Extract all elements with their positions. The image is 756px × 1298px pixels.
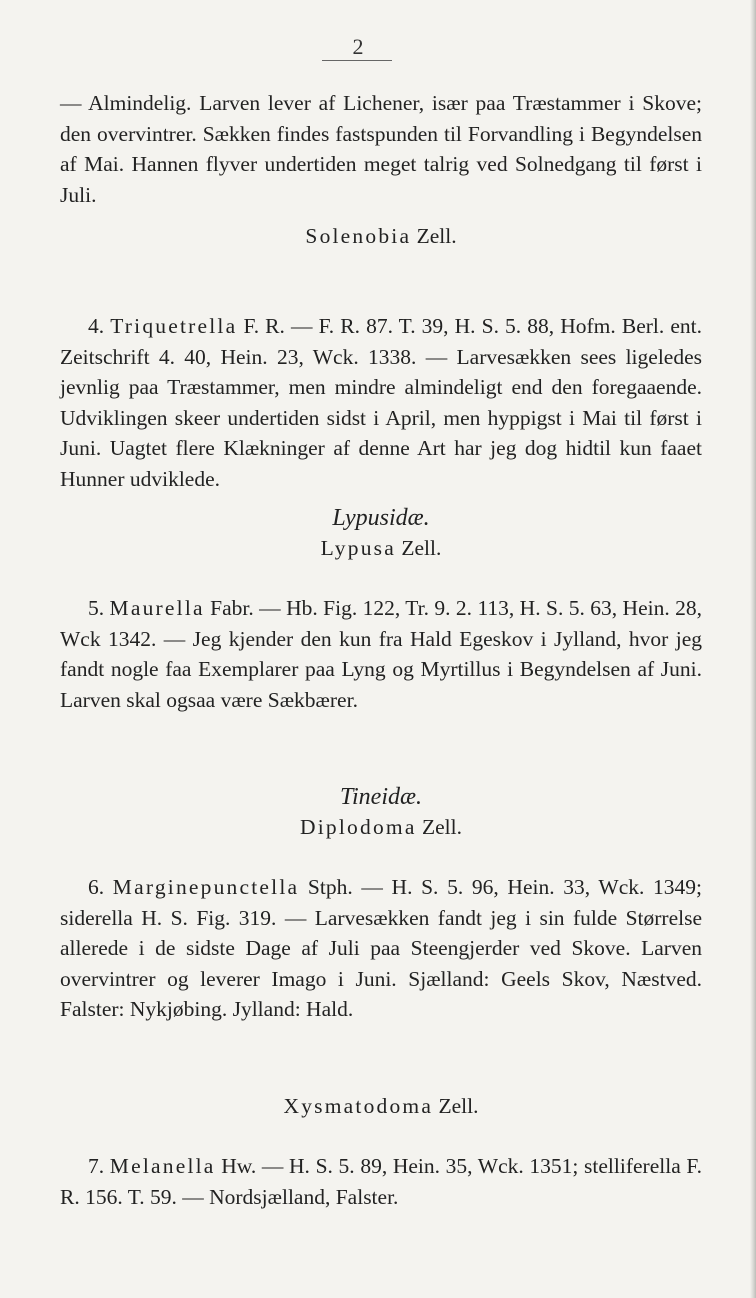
species-text: Hw. — H. S. 5. 89, Hein. 35, Wck. 1351; stelliferella F. R. 156. T. 59. — Nordsjælland, Falster.	[60, 1154, 702, 1209]
genus-heading-solenobia	[60, 221, 702, 251]
genus-author: Zell.	[411, 224, 457, 248]
species-name: Triquetrella	[110, 314, 238, 338]
genus-heading-diplodoma	[60, 812, 702, 842]
genus-author: Zell.	[433, 1094, 479, 1118]
species-name: Marginepunctella	[112, 875, 300, 899]
species-number: 5.	[88, 596, 105, 620]
genus-name: Xysmatodoma	[283, 1094, 434, 1118]
species-entry-6	[60, 872, 702, 1025]
genus-heading-lypusa	[60, 533, 702, 563]
species-entry-7	[60, 1151, 702, 1212]
page-edge-shadow	[750, 0, 756, 1298]
family-heading-lypusidae: Lypusidæ.	[332, 505, 430, 531]
family-heading-tineidae: Tineidæ.	[339, 784, 423, 810]
species-number: 6.	[88, 875, 105, 899]
species-text: Fabr. — Hb. Fig. 122, Tr. 9. 2. 113, H. S. 5. 63, Hein. 28, Wck 1342. — Jeg kjender den kun fra Hald Egeskov i Jylland, hvor jeg fandt nogle faa Exemplarer paa Lyng og Myrtillus i Begyndelsen af Juni. Larven skal ogsaa være Sækbærer.	[60, 596, 703, 712]
species-entry-5	[60, 593, 702, 715]
genus-author: Zell.	[395, 536, 442, 560]
page-number-underline	[322, 60, 392, 61]
species-number: 4.	[88, 314, 105, 338]
genus-name: Diplodoma	[300, 815, 417, 839]
species-number: 7.	[88, 1154, 105, 1178]
genus-author: Zell.	[416, 815, 462, 839]
genus-name: Solenobia	[305, 224, 412, 248]
genus-name: Lypusa	[320, 536, 396, 560]
species-text: Stph. — H. S. 5. 96, Hein. 33, Wck. 1349; siderella H. S. Fig. 319. — Larvesækken fandt jeg i sin fulde Størrelse allerede i de sidste Dage af Juli paa Steengjerder ved Skove. Larven overvintrer og leverer Imago i Juni. Sjælland: Geels Skov, Næstved. Falster: Nykjøbing. Jylland: Hald.	[60, 875, 702, 1021]
species-text: F. R. — F. R. 87. T. 39, H. S. 5. 88, Hofm. Berl. ent. Zeitschrift 4. 40, Hein. 23, Wck. 1338. — Larvesækken sees ligeledes jevnlig paa Træstammer, men mindre almindeligt end den foregaaende. Udviklingen skeer undertiden sidst i April, men hyppigst i Mai til først i Juni. Uagtet flere Klækninger af denne Art har jeg dog hidtil kun faaet Hunner udviklede.	[60, 314, 703, 491]
paragraph-intro: — Almindelig. Larven lever af Lichener, især paa Træstammer i Skove; den overvintrer. Sækken findes fastspunden til Forvandling i Begyndelsen af Mai. Hannen flyver undertiden meget talrig ved Solnedgang til først i Juli.	[60, 91, 702, 207]
species-name: Maurella	[109, 596, 205, 620]
species-name: Melanella	[109, 1154, 216, 1178]
genus-heading-xysmatodoma	[60, 1091, 702, 1121]
page-number: 2	[352, 34, 364, 59]
species-entry-4	[60, 311, 702, 494]
